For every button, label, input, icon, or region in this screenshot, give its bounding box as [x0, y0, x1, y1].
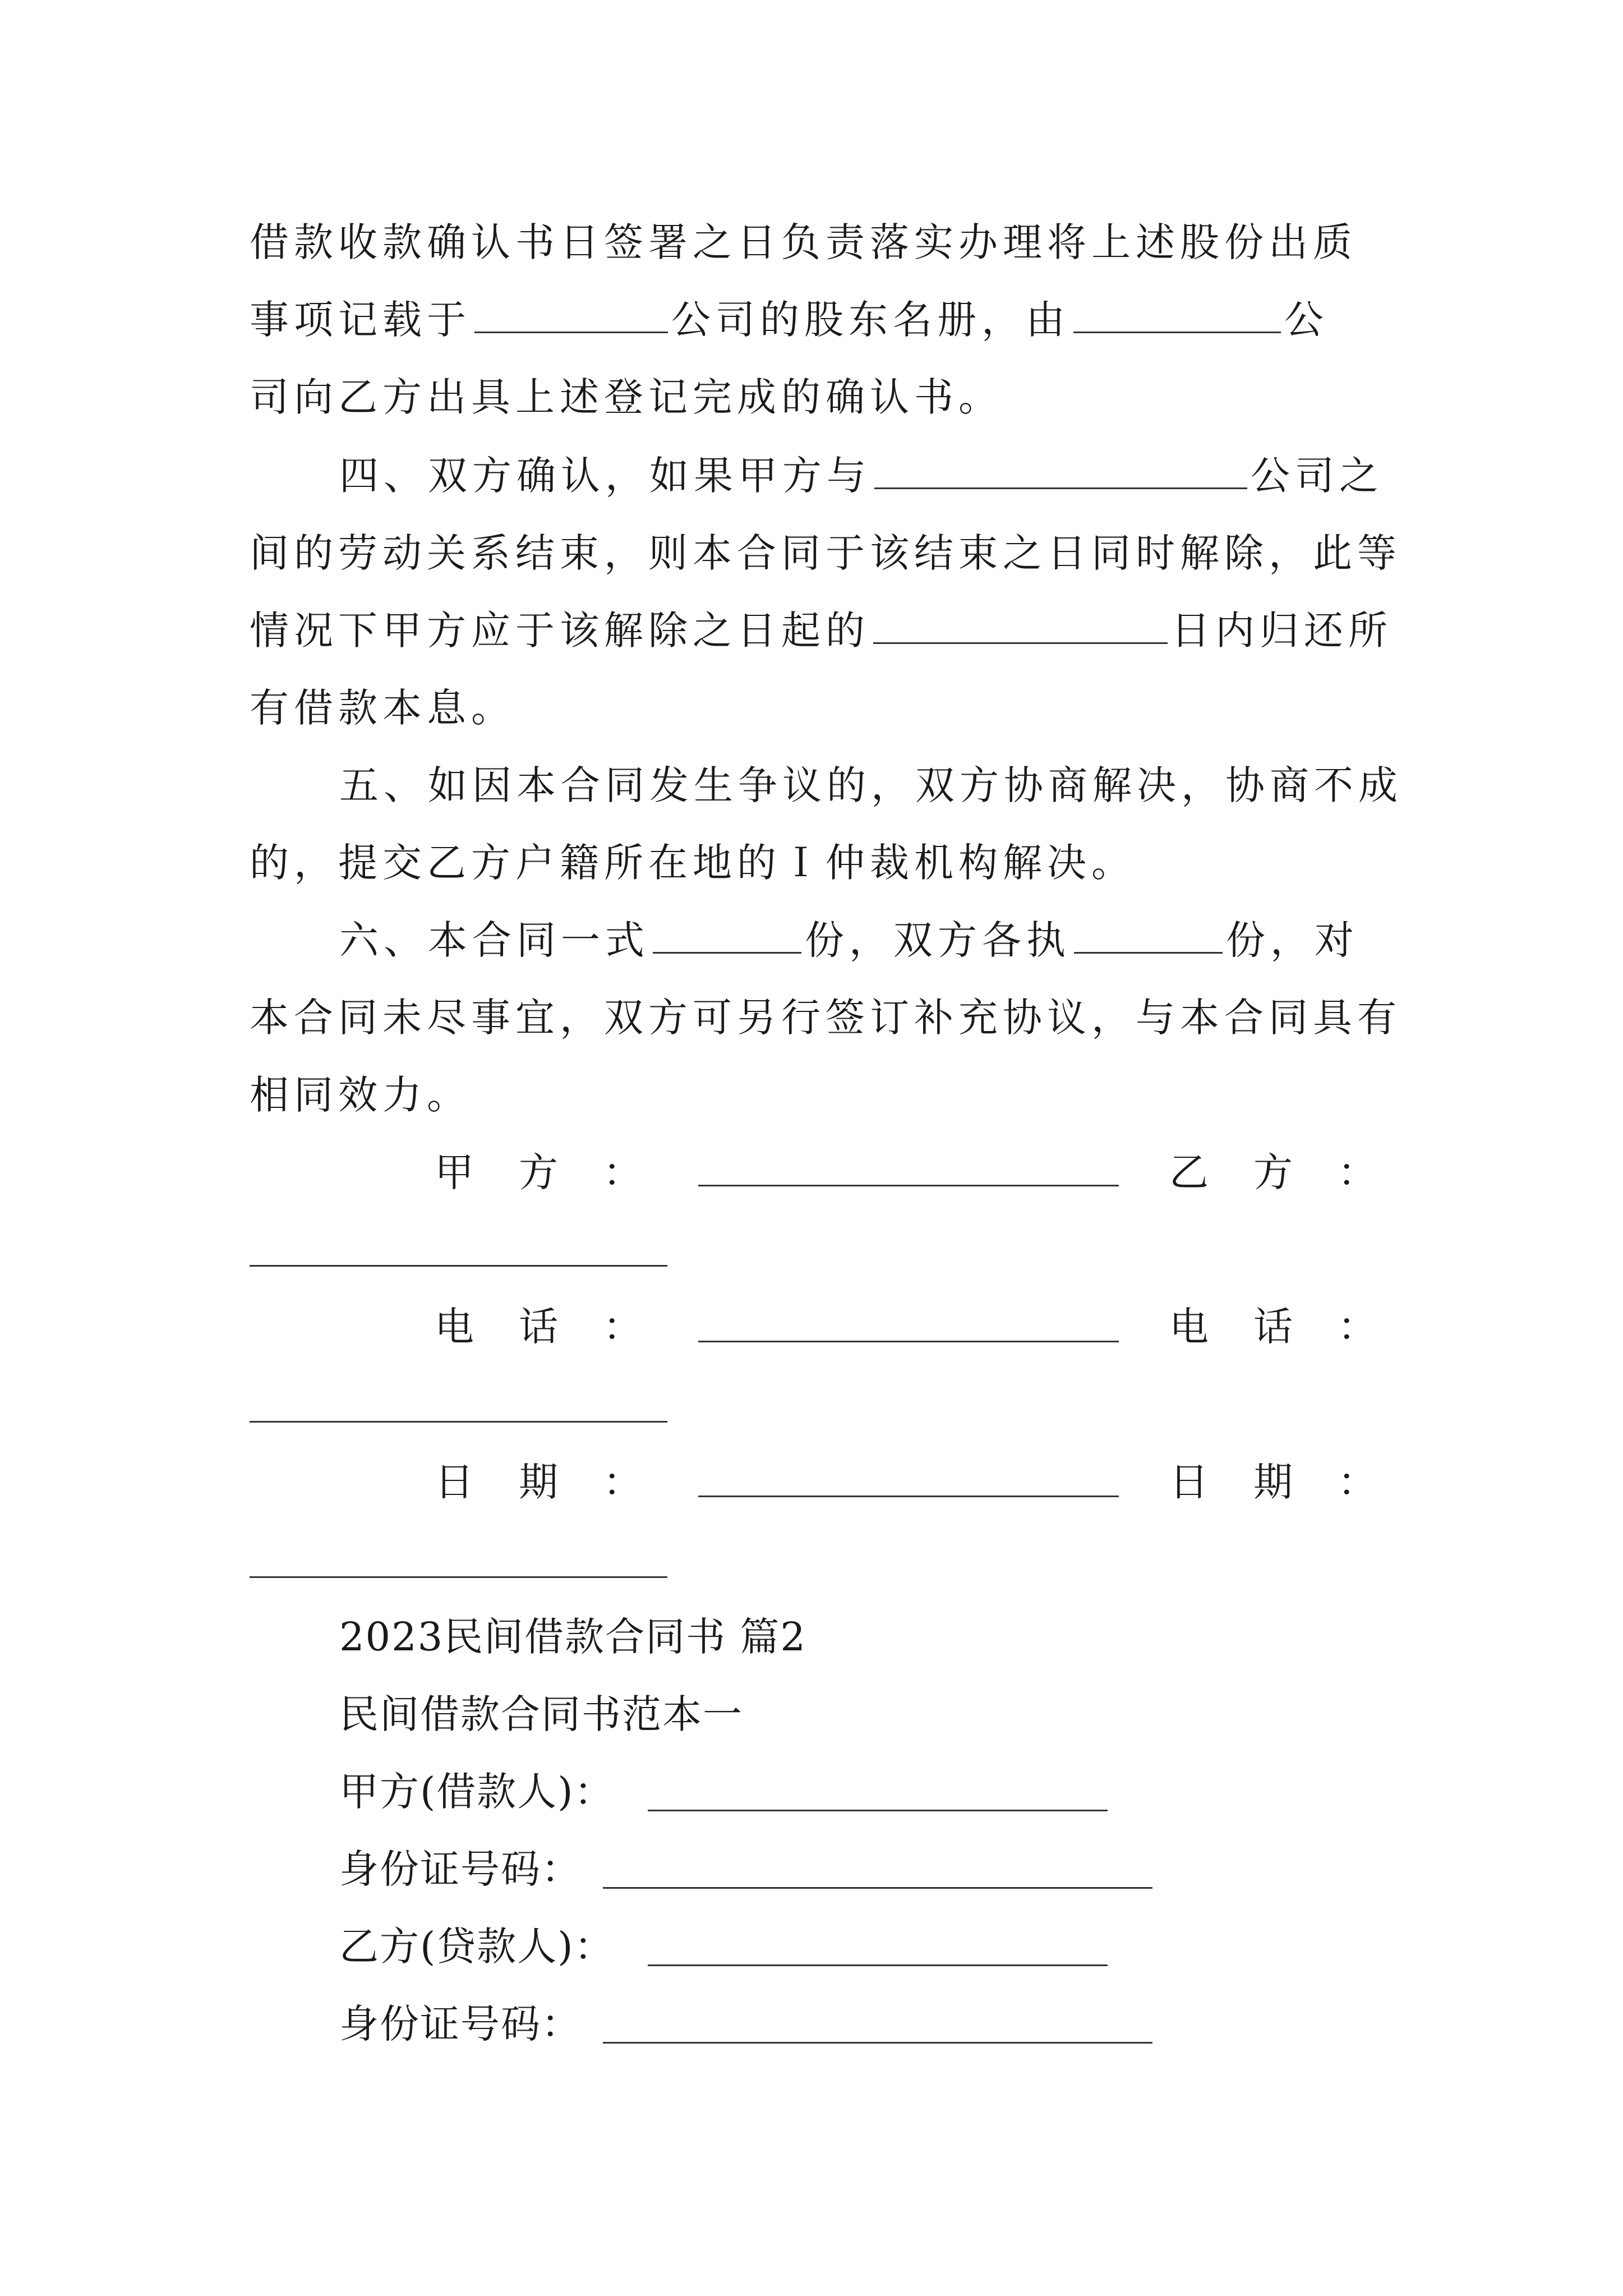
borrower-input-line[interactable] — [648, 1810, 1108, 1811]
paragraph-line — [250, 364, 1003, 431]
phone-b-line[interactable] — [250, 1421, 667, 1423]
date-b-line[interactable] — [250, 1576, 667, 1578]
lender-field — [339, 1913, 615, 1980]
paragraph-line — [250, 674, 515, 742]
fill-blank[interactable] — [474, 298, 668, 333]
lender-id-input-line[interactable] — [603, 2042, 1152, 2044]
paragraph-line — [250, 829, 1136, 896]
text: 日内归还所 — [1171, 608, 1393, 654]
paragraph-line — [250, 519, 1401, 587]
borrower-id-label: 身份证号码： — [339, 1846, 582, 1892]
text: 份，对 — [1226, 917, 1359, 963]
party-b-label: 乙方： — [1169, 1149, 1422, 1195]
lender-input-line[interactable] — [648, 1964, 1108, 1966]
paragraph-line — [339, 907, 1359, 974]
text: 公司之 — [1251, 453, 1384, 499]
borrower-id-field — [339, 1835, 582, 1903]
paragraph-line — [250, 1061, 471, 1129]
date-a-label: 日期： — [435, 1459, 687, 1505]
text: 的，提交乙方户籍所在地的Ｉ仲裁机构解决。 — [250, 840, 1136, 886]
paragraph-line — [250, 209, 1357, 276]
date-b-label: 日期： — [1169, 1459, 1422, 1505]
party-a-label: 甲方： — [435, 1149, 687, 1195]
text: 事项记载于 — [250, 297, 471, 343]
paragraph-line — [339, 752, 1403, 819]
borrower-label: 甲方(借款人)： — [339, 1769, 615, 1815]
paragraph-line — [339, 442, 1384, 509]
party-b-signature-line[interactable] — [250, 1265, 667, 1267]
borrower-field — [339, 1758, 615, 1825]
text: 情况下甲方应于该解除之日起的 — [250, 608, 870, 654]
party-a-signature-line[interactable] — [698, 1185, 1119, 1186]
fill-blank[interactable] — [1073, 298, 1281, 333]
section-heading: 2023民间借款合同书 篇2 — [339, 1614, 806, 1660]
lender-id-field — [339, 1990, 582, 2058]
paragraph-line — [250, 984, 1401, 1051]
paragraph-line — [250, 597, 1393, 664]
lender-label: 乙方(贷款人)： — [339, 1924, 615, 1970]
fill-blank[interactable] — [873, 609, 1168, 644]
text: 四、双方确认，如果甲方与 — [339, 453, 871, 499]
borrower-id-input-line[interactable] — [603, 1887, 1152, 1889]
date-a-line[interactable] — [698, 1496, 1119, 1497]
section-subtitle: 民间借款合同书范本一 — [339, 1691, 743, 1737]
text: 公 — [1284, 297, 1329, 343]
text: 份，双方各执 — [805, 917, 1071, 963]
text: 有借款本息。 — [250, 685, 515, 731]
fill-blank[interactable] — [653, 918, 801, 954]
phone-b-label: 电话： — [1169, 1304, 1422, 1350]
text: 相同效力。 — [250, 1072, 471, 1118]
text: 司向乙方出具上述登记完成的确认书。 — [250, 374, 1003, 420]
text: 六、本合同一式 — [339, 917, 649, 963]
text: 五、如因本合同发生争议的，双方协商解决，协商不成 — [339, 762, 1403, 808]
text: 间的劳动关系结束，则本合同于该结束之日同时解除，此等 — [250, 530, 1401, 576]
text: 借款收款确认书日签署之日负责落实办理将上述股份出质 — [250, 219, 1357, 265]
phone-a-label: 电话： — [435, 1304, 687, 1350]
lender-id-label: 身份证号码： — [339, 2001, 582, 2047]
text: 本合同未尽事宜，双方可另行签订补充协议，与本合同具有 — [250, 995, 1401, 1041]
fill-blank[interactable] — [1074, 918, 1223, 954]
text: 公司的股东名册，由 — [671, 297, 1070, 343]
paragraph-line — [250, 286, 1329, 353]
phone-a-line[interactable] — [698, 1341, 1119, 1342]
fill-blank[interactable] — [874, 454, 1247, 489]
